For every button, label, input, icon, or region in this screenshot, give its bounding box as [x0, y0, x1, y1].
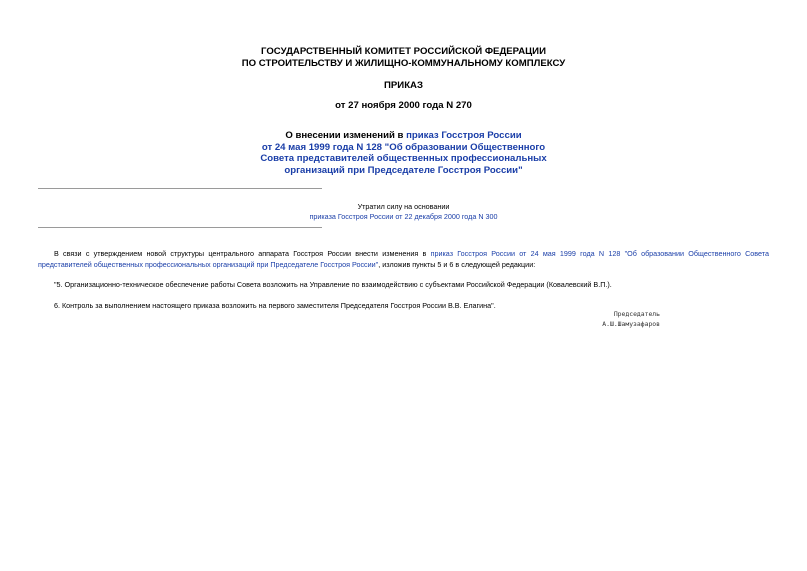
signature-block — [540, 310, 660, 329]
paragraph-1-link-a[interactable]: приказ Госстроя России от 24 мая 1999 года N 128 "Об образовании Общественного Совета — [430, 249, 769, 258]
divider-bottom — [38, 227, 322, 228]
signature-name: А.Ш.Шамузафаров — [602, 319, 660, 328]
divider-top — [38, 188, 322, 189]
paragraph-1-end: , изложив пункты 5 и 6 в следующей редакции: — [378, 259, 536, 269]
subject-link-order-128[interactable]: приказ Госстроя России — [406, 130, 522, 141]
subject-prefix: О внесении изменений в — [285, 130, 407, 141]
issuer-header — [0, 46, 807, 70]
paragraph-1 — [38, 249, 769, 270]
subject-link-line-2[interactable]: от 24 мая 1999 года N 128 "Об образовании Общественного — [261, 141, 546, 153]
signature-title: Председатель — [613, 310, 660, 318]
document-type: ПРИКАЗ — [384, 80, 423, 91]
paragraph-1-link-b[interactable]: представителей общественных профессиональных организаций при Председателе Госстроя России" — [38, 259, 379, 269]
issuer-line-2: ПО СТРОИТЕЛЬСТВУ И ЖИЛИЩНО-КОММУНАЛЬНОМУ КОМПЛЕКСУ — [241, 58, 566, 69]
paragraph-3: 6. Контроль за выполнением настоящего приказа возложить на первого заместителя Председателя Госстроя России В.В. Елагина". — [54, 301, 496, 310]
paragraph-1-line-1 — [38, 249, 769, 260]
document-date-number: от 27 ноября 2000 года N 270 — [335, 100, 472, 111]
status-label: Утратил силу на основании — [357, 202, 450, 211]
subject-line-1 — [0, 130, 807, 142]
document-subject — [0, 130, 807, 176]
status-note — [0, 202, 807, 222]
paragraph-2: "5. Организационно-техническое обеспечение работы Совета возложить на Управление по взаимодействию с субъектами Российской Федерации (Ковалевский В.П.). — [54, 280, 612, 289]
subject-link-line-3[interactable]: Совета представителей общественных профессиональных — [260, 153, 547, 164]
issuer-line-1: ГОСУДАРСТВЕННЫЙ КОМИТЕТ РОССИЙСКОЙ ФЕДЕРАЦИИ — [261, 46, 546, 57]
subject-link-line-4[interactable]: организаций при Председателе Госстроя России" — [284, 164, 523, 176]
status-link-order-300[interactable]: приказа Госстроя России от 22 декабря 2000 года N 300 — [309, 212, 498, 221]
paragraph-1-start: В связи с утверждением новой структуры центрального аппарата Госстроя России внести изменения в — [54, 249, 431, 258]
